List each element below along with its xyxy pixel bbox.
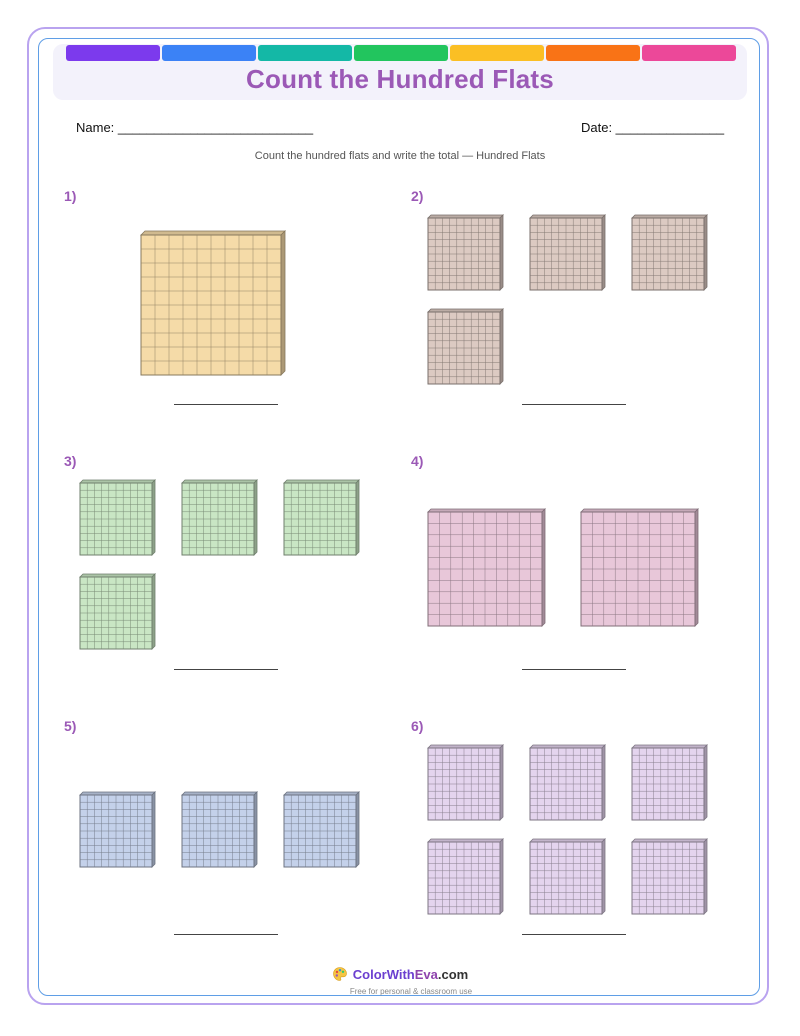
rainbow-segment-4: [354, 45, 448, 61]
rainbow-segment-2: [162, 45, 256, 61]
footer-tagline: Free for personal & classroom use: [349, 987, 473, 996]
inner-border: [38, 38, 760, 996]
problem-2-label: 2): [411, 188, 424, 204]
answer-line-4[interactable]: [522, 669, 626, 670]
brand-color: Color: [352, 966, 387, 982]
rainbow-bar: [66, 45, 736, 61]
answer-line-6[interactable]: [522, 934, 626, 935]
brand-with: With: [386, 966, 415, 982]
rainbow-segment-3: [258, 45, 352, 61]
rainbow-segment-7: [642, 45, 736, 61]
answer-line-1[interactable]: [174, 404, 278, 405]
brand-dotcom: .com: [437, 966, 469, 982]
answer-line-5[interactable]: [174, 934, 278, 935]
page-title: Count the Hundred Flats: [246, 64, 554, 94]
name-field[interactable]: Name: ___________________________: [76, 120, 314, 135]
footer: [0, 966, 800, 996]
answer-line-3[interactable]: [174, 669, 278, 670]
date-field[interactable]: Date: _______________: [581, 120, 725, 135]
rainbow-segment-1: [66, 45, 160, 61]
rainbow-segment-6: [546, 45, 640, 61]
palette-icon: [332, 966, 348, 982]
brand-logo[interactable]: [332, 966, 468, 982]
rainbow-segment-5: [450, 45, 544, 61]
problem-3-label: 3): [64, 453, 77, 469]
problem-1-label: 1): [64, 188, 77, 204]
brand-eva: Eva: [414, 966, 438, 982]
answer-line-2[interactable]: [522, 404, 626, 405]
problem-6-label: 6): [411, 718, 424, 734]
problem-4-label: 4): [411, 453, 424, 469]
instructions: Count the hundred flats and write the total — Hundred Flats: [254, 150, 546, 162]
problem-5-label: 5): [64, 718, 77, 734]
